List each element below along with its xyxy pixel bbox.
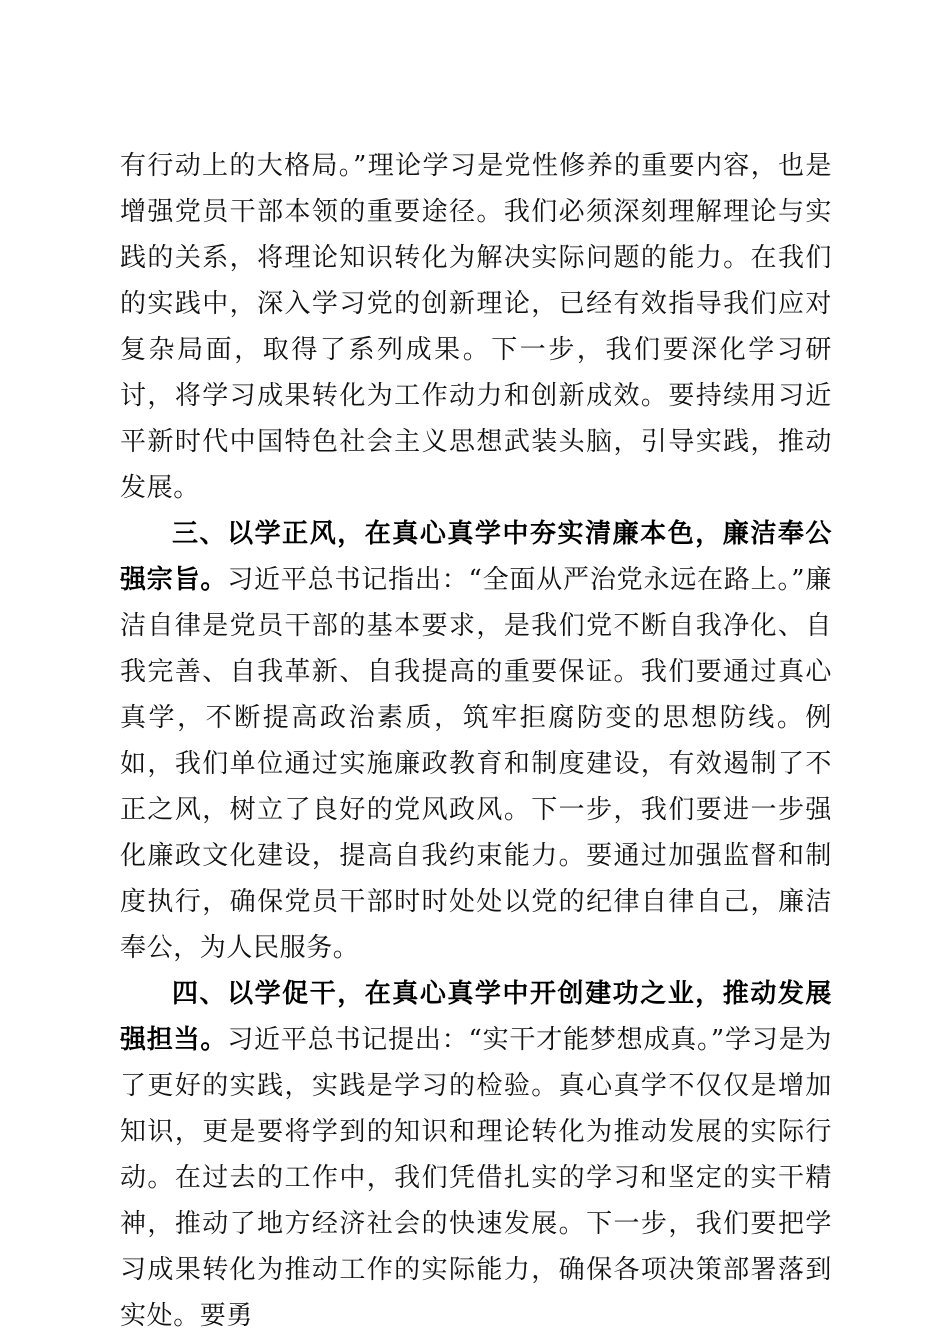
document-body bbox=[120, 143, 832, 1339]
paragraph-text: 习近平总书记提出：“实干才能梦想成真。”学习是为了更好的实践，实践是学习的检验。真心真学不仅仅是增加知识，更是要将学到的知识和理论转化为推动发展的实际行动。在过去的工作中，我们凭借扎实的学习和坚定的实干精神，推动了地方经济社会的快速发展。下一步，我们要把学习成果转化为推动工作的实际能力，确保各项决策部署落到实处。要勇 bbox=[120, 1025, 832, 1331]
paragraph-text: 习近平总书记指出：“全面从严治党永远在路上。”廉洁自律是党员干部的基本要求，是我们党不断自我净化、自我完善、自我革新、自我提高的重要保证。我们要通过真心真学，不断提高政治素质，筑牢拒腐防变的思想防线。例如，我们单位通过实施廉政教育和制度建设，有效遏制了不正之风，树立了良好的党风政风。下一步，我们要进一步强化廉政文化建设，提高自我约束能力。要通过加强监督和制度执行，确保党员干部时时处处以党的纪律自律自己，廉洁奉公，为人民服务。 bbox=[120, 565, 832, 963]
paragraph-continuation bbox=[120, 143, 832, 511]
paragraph-text: 有行动上的大格局。”理论学习是党性修养的重要内容，也是增强党员干部本领的重要途径。我们必须深刻理解理论与实践的关系，将理论知识转化为解决实际问题的能力。在我们的实践中，深入学习党的创新理论，已经有效指导我们应对复杂局面，取得了系列成果。下一步，我们要深化学习研讨，将学习成果转化为工作动力和创新成效。要持续用习近平新时代中国特色社会主义思想武装头脑，引导实践，推动发展。 bbox=[120, 151, 832, 503]
paragraph-section-4 bbox=[120, 971, 832, 1339]
section-heading: 四、以学促干，在真心真学中开创建功之业，推动发展强担当。 bbox=[120, 979, 832, 1055]
section-heading: 三、以学正风，在真心真学中夯实清廉本色，廉洁奉公强宗旨。 bbox=[120, 519, 832, 595]
paragraph-section-3 bbox=[120, 511, 832, 971]
